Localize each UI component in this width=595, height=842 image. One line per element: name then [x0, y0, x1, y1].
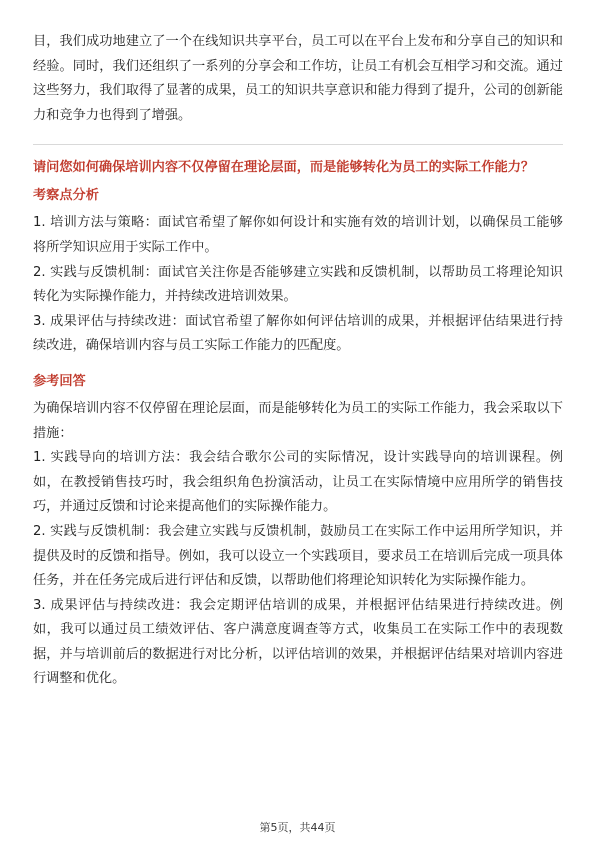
- intro-paragraph: 目，我们成功地建立了一个在线知识共享平台，员工可以在平台上发布和分享自己的知识和经验。同时，我们还组织了一系列的分享会和工作坊，让员工有机会互相学习和交流。通过这些努力，我们取得了显著的成果，员工的知识共享意识和能力得到了提升，公司的创新能力和竞争力也得到了增强。: [33, 34, 563, 123]
- analysis-item: 2. 实践与反馈机制：面试官关注你是否能够建立实践和反馈机制，以帮助员工将理论知识转化为实际操作能力，并持续改进培训效果。: [33, 264, 563, 305]
- answer-item: 1. 实践导向的培训方法：我会结合歌尔公司的实际情况，设计实践导向的培训课程。例如，在教授销售技巧时，我会组织角色扮演活动，让员工在实际情境中应用所学的销售技巧，并通过反馈和讨论来提高他们的实际操作能力。: [33, 450, 563, 515]
- analysis-item: 3. 成果评估与持续改进：面试官希望了解你如何评估培训的成果，并根据评估结果进行持续改进，确保培训内容与员工实际工作能力的匹配度。: [33, 313, 563, 354]
- interview-question: 请问您如何确保培训内容不仅停留在理论层面，而是能够转化为员工的实际工作能力？: [33, 160, 535, 176]
- analysis-item: 1. 培训方法与策略：面试官希望了解你如何设计和实施有效的培训计划，以确保员工能够将所学知识应用于实际工作中。: [33, 215, 563, 255]
- document-page: [33, 30, 563, 692]
- section-divider: [33, 144, 563, 145]
- page-number: 第5页，共44页: [259, 821, 336, 834]
- answer-heading: 参考回答: [33, 373, 86, 389]
- section-spacer: [33, 359, 563, 371]
- answer-item: 3. 成果评估与持续改进：我会定期评估培训的成果，并根据评估结果进行持续改进。例如，我可以通过员工绩效评估、客户满意度调查等方式，收集员工在实际工作中的表现数据，并与培训前后的数据进行对比分析，以评估培训的效果，并根据评估结果对培训内容进行调整和优化。: [33, 597, 563, 687]
- answer-intro: 为确保培训内容不仅停留在理论层面，而是能够转化为员工的实际工作能力，我会采取以下措施：: [33, 400, 563, 441]
- answer-item: 2. 实践与反馈机制：我会建立实践与反馈机制，鼓励员工在实际工作中运用所学知识，并提供及时的反馈和指导。例如，我可以设立一个实践项目，要求员工在培训后完成一项具体任务，并在任务完成后进行评估和反馈，以帮助他们将理论知识转化为实际操作能力。: [33, 523, 563, 589]
- analysis-heading: 考察点分析: [33, 188, 99, 204]
